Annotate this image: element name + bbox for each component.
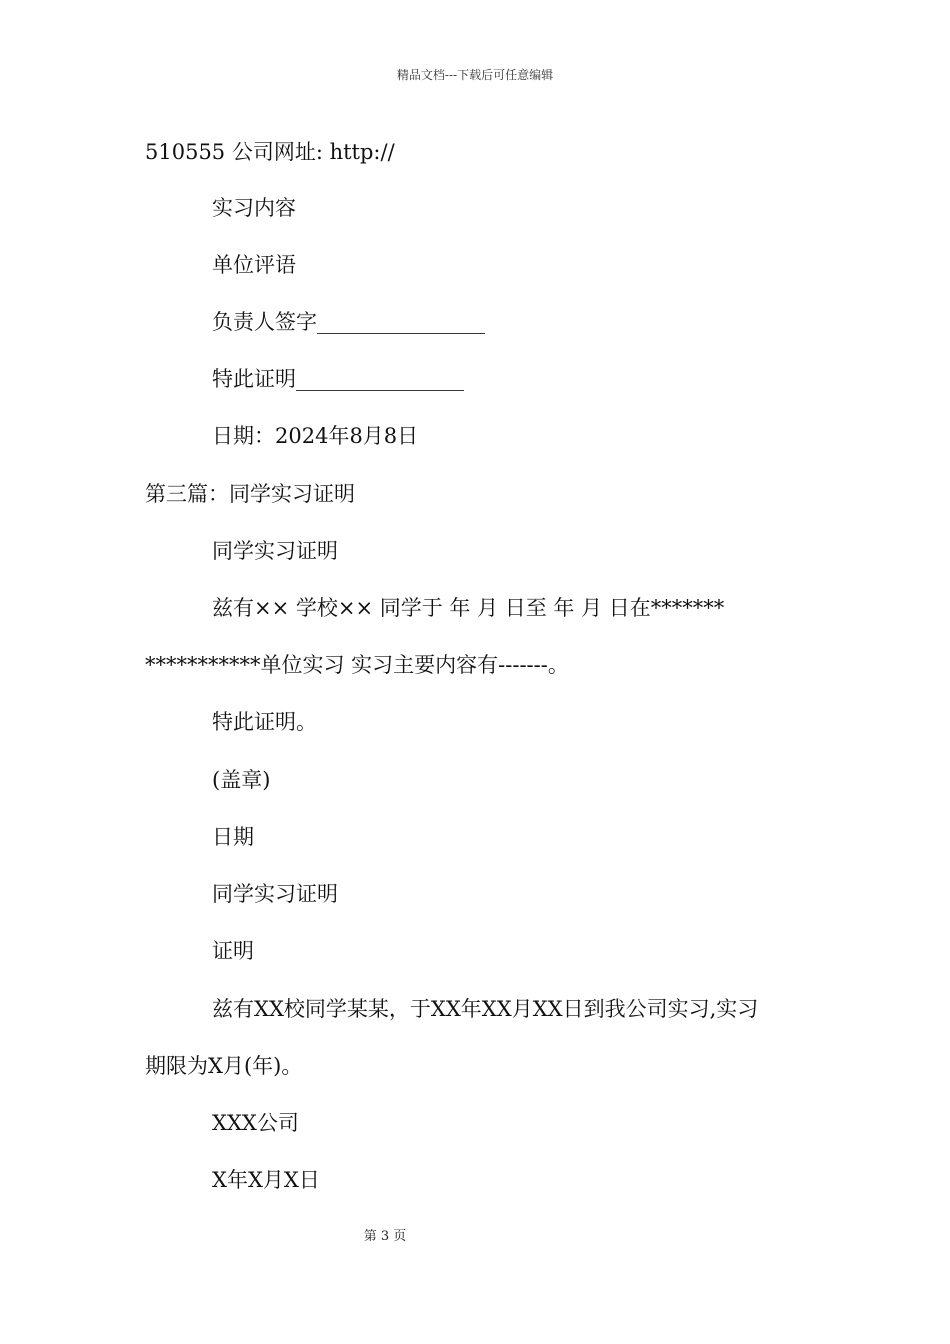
seal-label: (盖章) (212, 768, 271, 792)
page-number: 第 3 页 (363, 1229, 407, 1244)
unit-comment-label: 单位评语 (212, 253, 296, 277)
body-paragraph-2-line-2: 期限为X月(年)。 (145, 1054, 303, 1078)
body-paragraph-line-2: ***********单位实习 实习主要内容有-------。 (145, 653, 569, 677)
company-name: XXX公司 (212, 1111, 299, 1135)
certification-statement: 特此证明。 (212, 710, 317, 734)
signature-date: X年X月X日 (212, 1168, 320, 1192)
page-header: 精品文档---下载后可任意编辑 (396, 68, 554, 82)
body-paragraph-2-line-1: 兹有XX校同学某某，于XX年XX月XX日到我公司实习,实习 (212, 997, 759, 1021)
date-line: 日期：2024年8月8日 (212, 424, 419, 448)
document-title-2: 同学实习证明 (212, 882, 338, 906)
certificate-heading: 证明 (212, 939, 254, 963)
internship-content-label: 实习内容 (212, 196, 296, 220)
certification-signature-line: 特此证明________________ (212, 367, 464, 391)
document-title: 同学实习证明 (212, 539, 338, 563)
supervisor-signature-line: 负责人签字________________ (212, 310, 485, 334)
body-paragraph-line-1: 兹有×× 学校×× 同学于 年 月 日至 年 月 日在******* (212, 596, 725, 620)
section-heading: 第三篇：同学实习证明 (145, 482, 355, 506)
date-label: 日期 (212, 825, 254, 849)
company-website-line: 510555 公司网址: http:// (145, 140, 395, 164)
